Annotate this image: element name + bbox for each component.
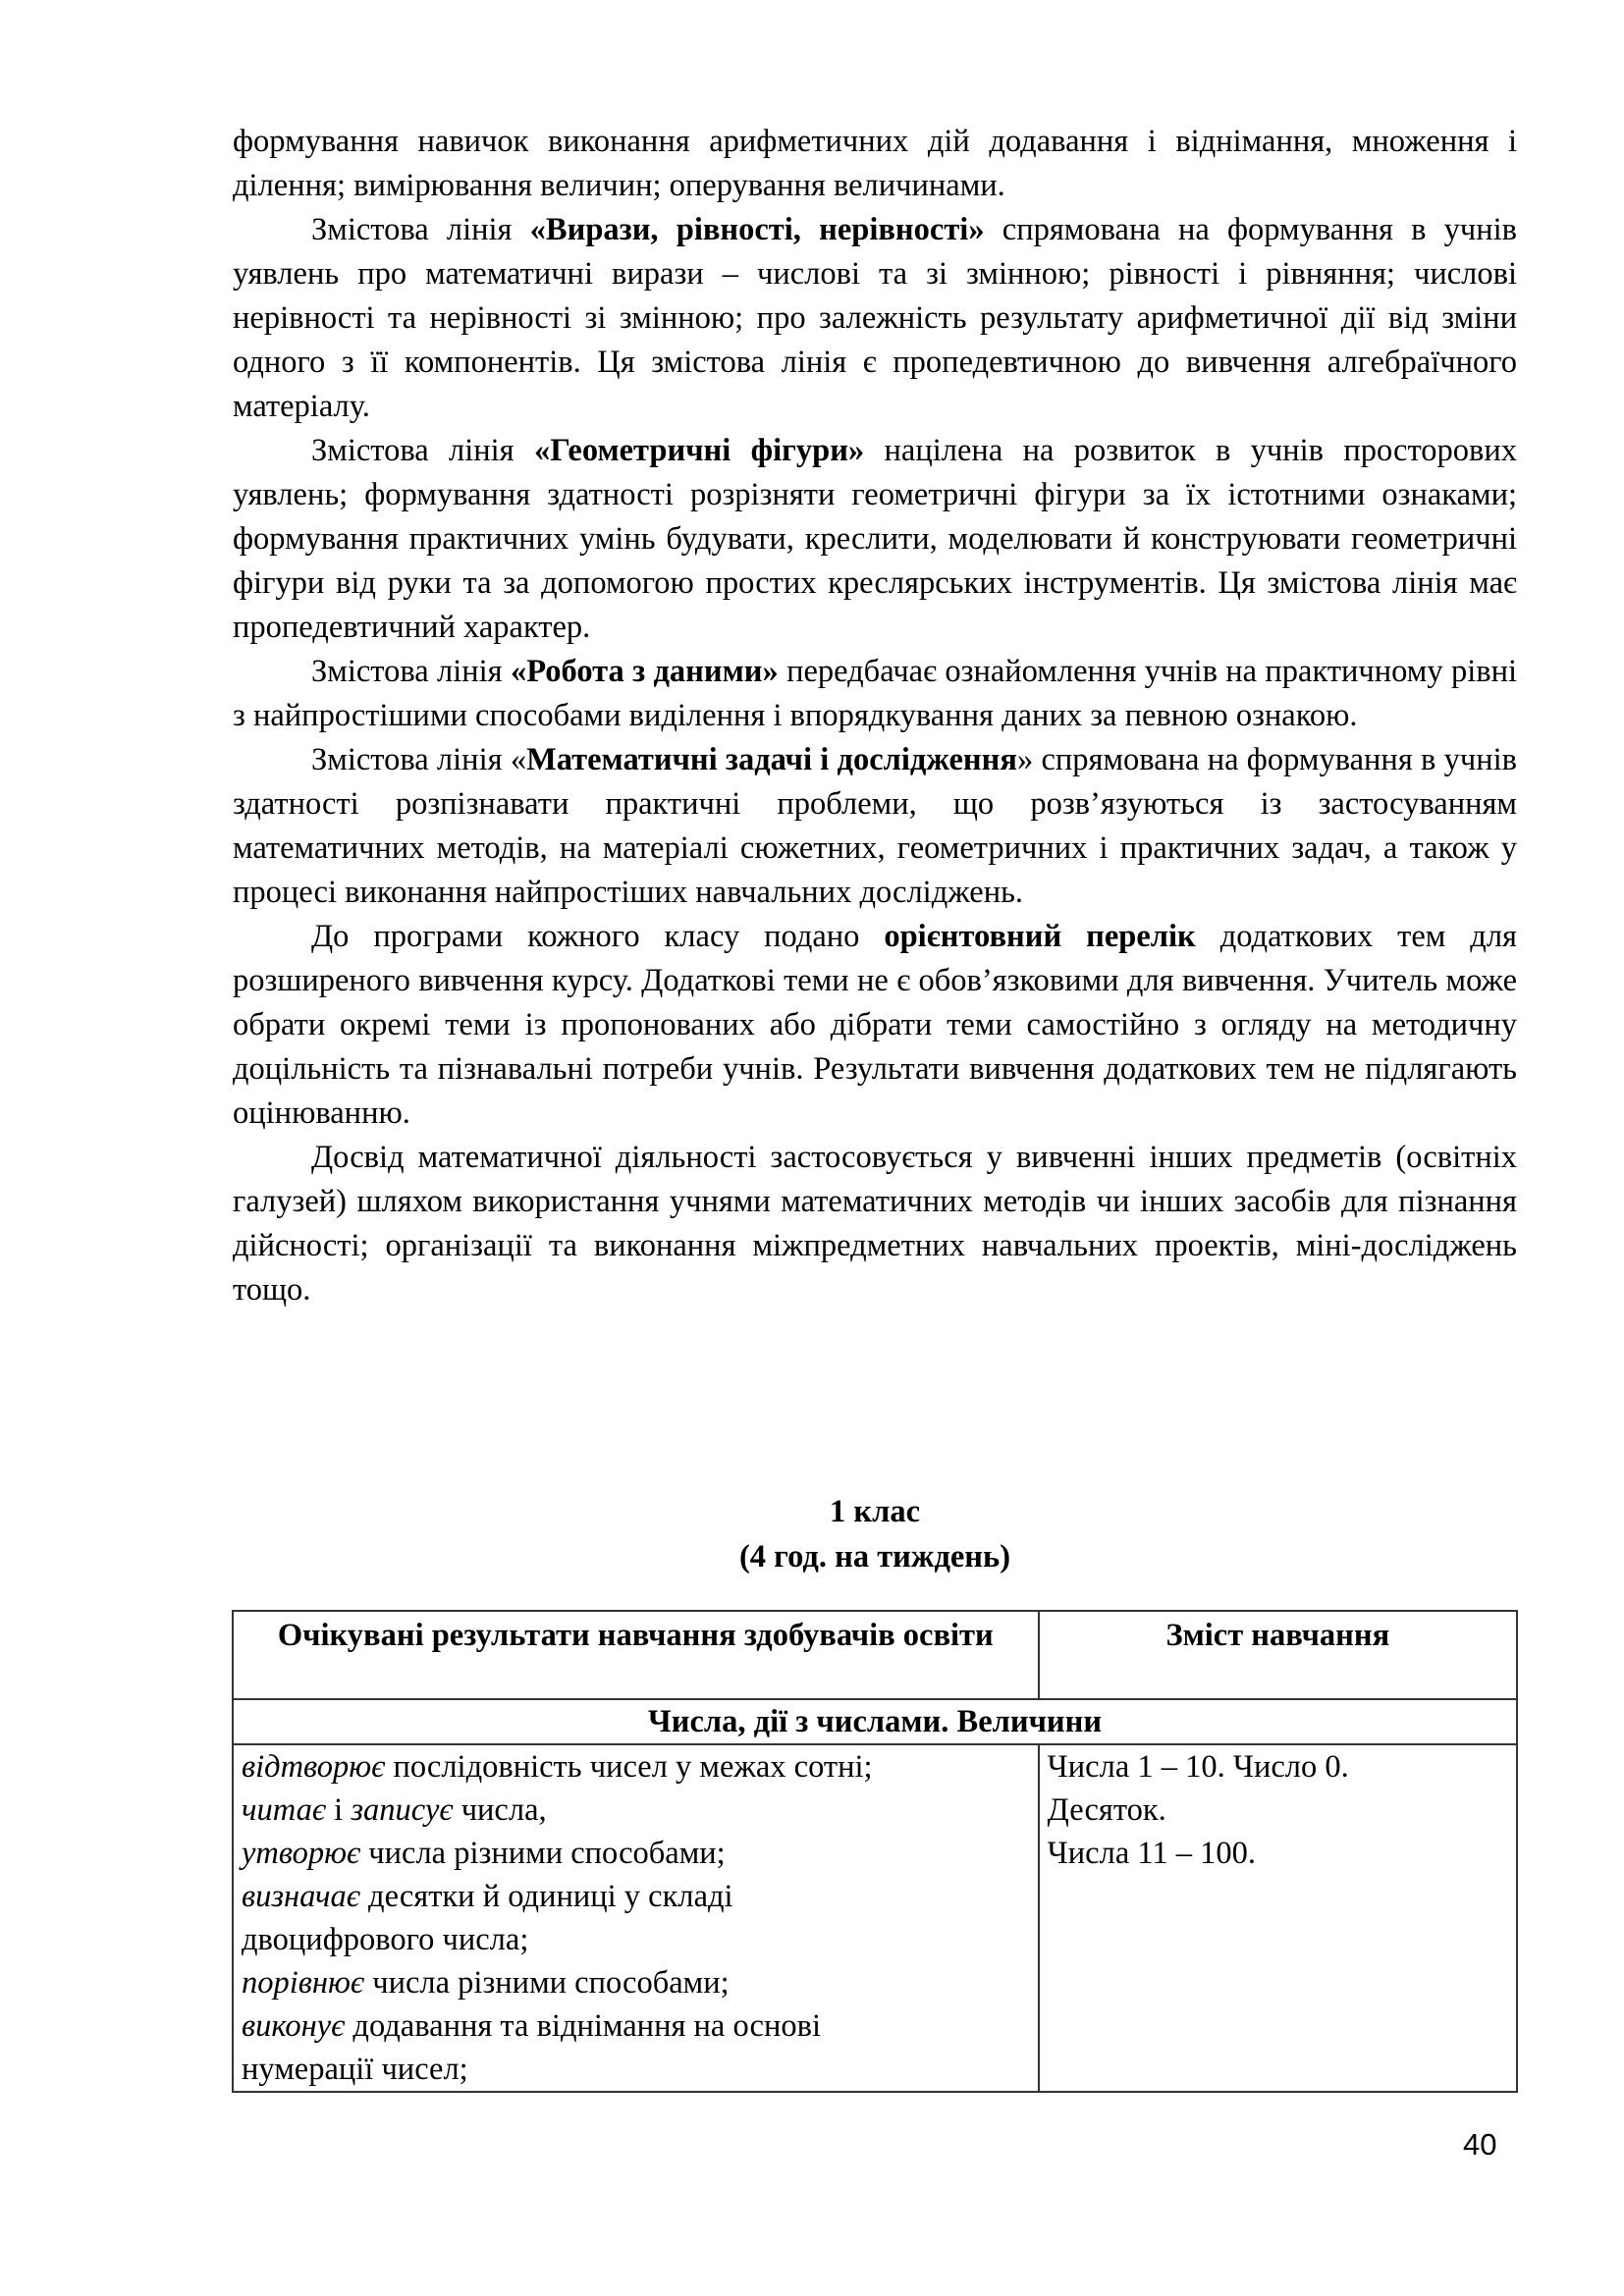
content-item: Числа 1 – 10. Число 0. [1047,1749,1349,1785]
paragraph-expressions-line [233,208,1517,429]
header-expected-results: Очікувані результати навчання здобувачів освіти [233,1611,1039,1699]
outcome-verb: читає [242,1792,327,1828]
outcome-item [242,1745,1030,1789]
table-row [233,1744,1517,2092]
outcome-verb: виконує [242,2008,346,2044]
section-title: Числа, дії з числами. Величини [233,1699,1517,1744]
outcome-item [242,1961,1030,2004]
paragraph-text: спрямована на формування в учнів уявлень про математичні вирази – числові та зі змінною; рівності і рівняння; числові нерівності та нерівності зі змінною; про залежність результату арифметичної дії від зміни одного з її компонентів. Ця змістова лінія є пропедевтичною до вивчення алгебраїчного матеріалу. [233,212,1518,424]
outcome-item [242,1789,1030,1832]
table-header-row [233,1611,1517,1699]
paragraph-geometry-line [233,429,1517,650]
table-section-row [233,1699,1517,1744]
paragraph-text: передбачає ознайомлення учнів на практичному рівні з найпростішими способами виділення і впорядкування даних за певною ознакою. [233,654,1517,733]
outcome-item [242,1875,791,1961]
outcome-verb: відтворює [242,1749,386,1785]
content-line-title: Математичні задачі і дослідження [526,742,1017,777]
outcome-text: послідовність чисел у межах сотні; [385,1749,873,1785]
outcome-verb: записує [351,1792,454,1828]
grade-title: 1 клас [829,1494,920,1529]
outcome-text: числа різними способами; [364,1965,730,2001]
hours-per-week: (4 год. на тиждень) [738,1539,1011,1575]
outcome-verb: утворює [242,1836,361,1871]
content-cell [1039,1744,1517,2092]
paragraph-tasks-line [233,738,1517,915]
outcome-verb: порівнює [242,1965,365,2001]
content-line-title: «Робота з даними» [510,654,779,689]
outcome-text: і [326,1792,352,1828]
outcome-verb: визначає [242,1879,360,1914]
paragraph-text: формування навичок виконання арифметичних дій додавання і віднімання, множення і ділення; вимірювання величин; оперування величинами. [233,124,1517,203]
paragraph-text: » спрямована на формування в учнів здатності розпізнавати практичні проблеми, що розв’язуються із застосуванням математичних методів, на матеріалі сюжетних, геометричних і практичних задач, а також у процесі виконання найпростіших навчальних досліджень. [233,742,1518,910]
paragraph-text: Змістова лінія [311,212,530,247]
page-number: 40 [1463,2127,1497,2162]
outcomes-cell [233,1744,1039,2092]
paragraph-text: Змістова лінія [311,433,534,468]
paragraph-additional-topics [233,915,1517,1136]
outcome-item [242,2004,929,2091]
grade-heading [233,1489,1517,1579]
content-item: Десяток. [1047,1792,1166,1828]
paragraph-text: націлена на розвиток в учнів просторових уявлень; формування здатності розрізняти геометричні фігури за їх істотними ознаками; формування практичних умінь будувати, креслити, моделювати й конструювати геометричні фігури від руки та за допомогою простих креслярських інструментів. Ця змістова лінія має пропедевтичний характер. [233,433,1517,645]
emphasis-text: орієнтовний перелік [884,919,1196,954]
outcome-text: числа, [453,1792,547,1828]
outcome-item [242,1832,1030,1875]
curriculum-table [232,1610,1518,2093]
outcome-text: десятки й одиниці у складі двоцифрового числа; [242,1879,733,1957]
content-line-title: «Вирази, рівності, нерівності» [529,212,985,247]
paragraph-text: Змістова лінія « [311,742,527,777]
document-body [233,120,1517,1312]
paragraph-text: додаткових тем для розширеного вивчення курсу. Додаткові теми не є обов’язковими для вивчення. Учитель може обрати окремі теми із пропонованих або дібрати теми самостійно з огляду на методичну доцільність та пізнавальні потреби учнів. Результати вивчення додаткових тем не підлягають оцінюванню. [233,919,1517,1131]
header-learning-content: Зміст навчання [1039,1611,1517,1699]
paragraph-text: До програми кожного класу подано [311,919,885,954]
paragraph-data-line [233,650,1517,738]
outcome-text: додавання та віднімання на основі нумерації чисел; [242,2008,821,2087]
paragraph-experience [233,1136,1517,1312]
outcome-text: числа різними способами; [360,1836,726,1871]
paragraph-text: Змістова лінія [311,654,511,689]
paragraph-intro-continuation [233,120,1517,208]
content-line-title: «Геометричні фігури» [533,433,865,468]
paragraph-text: Досвід математичної діяльності застосовується у вивченні інших предметів (освітніх галузей) шляхом використання учнями математичних методів чи інших засобів для пізнання дійсності; організації та виконання міжпредметних навчальних проектів, міні-досліджень тощо. [233,1140,1517,1308]
content-item: Числа 11 – 100. [1047,1836,1257,1871]
